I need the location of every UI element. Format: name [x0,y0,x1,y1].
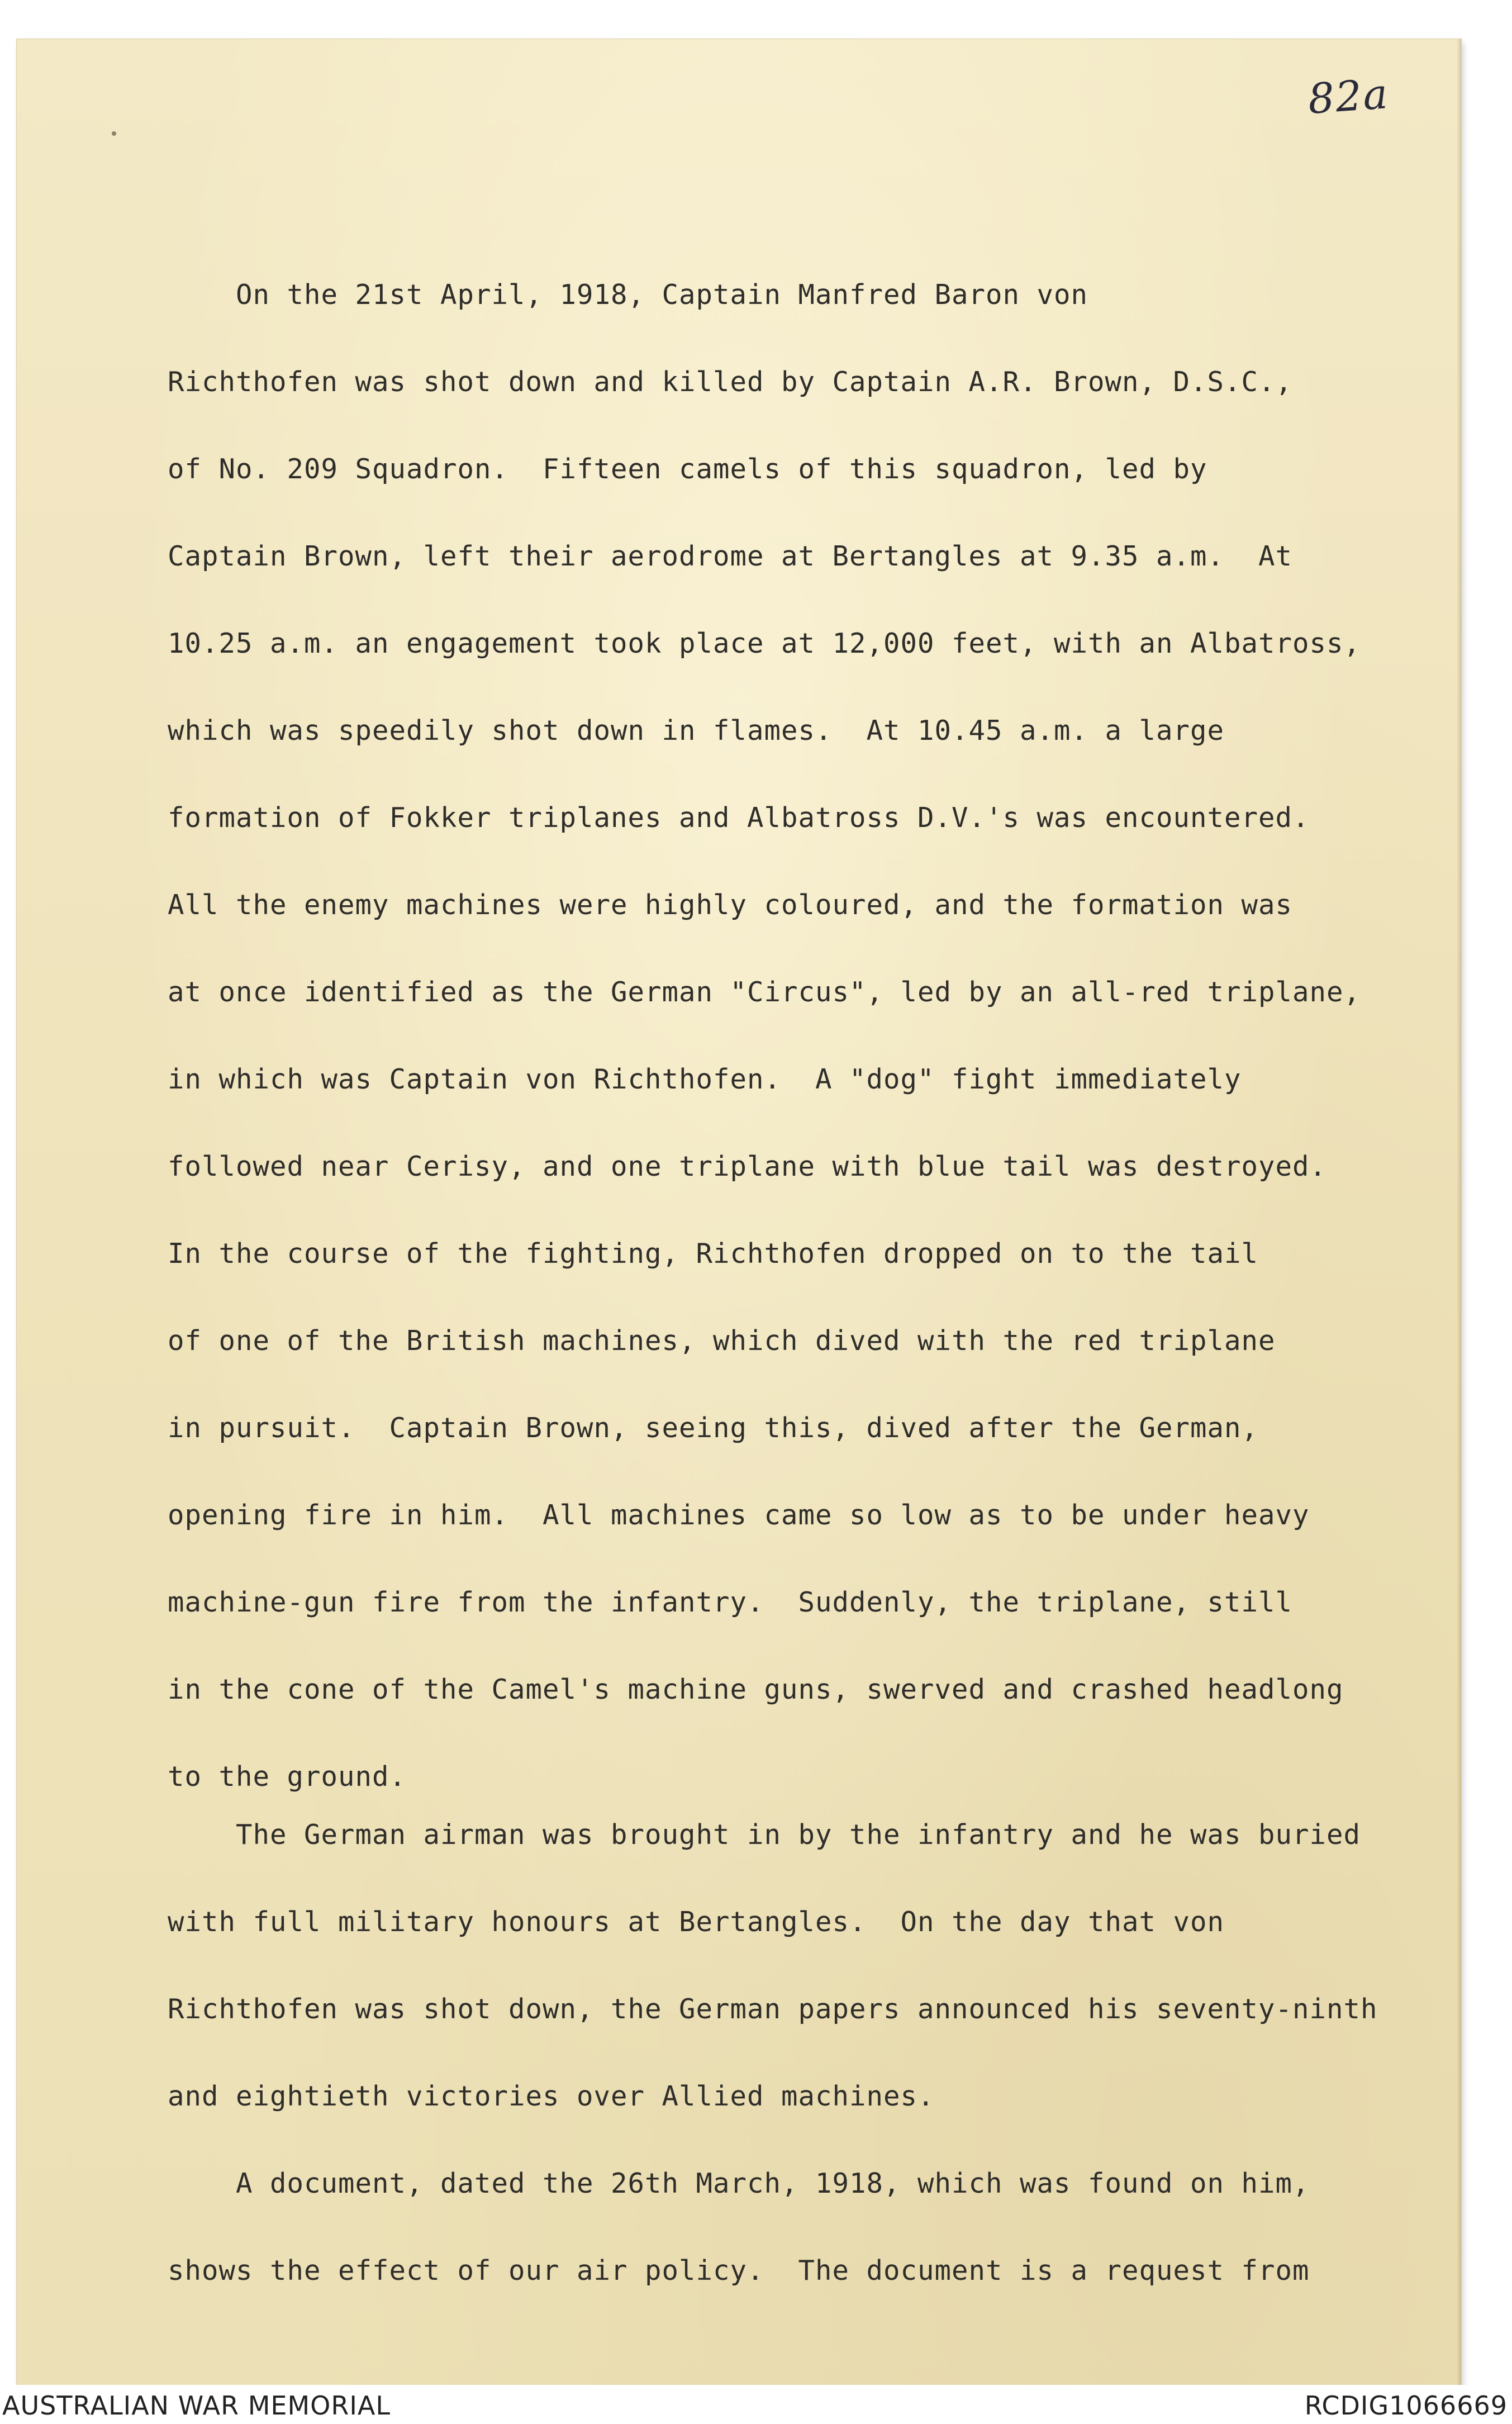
text-line: On the 21st April, 1918, Captain Manfred Baron von [168,279,1088,311]
text-line: All the enemy machines were highly coloured, and the formation was [168,889,1293,921]
text-line: which was speedily shot down in flames. At 10.45 a.m. a large [168,715,1225,747]
text-line: opening fire in him. All machines came so low as to be under heavy [168,1499,1310,1531]
text-line: 10.25 a.m. an engagement took place at 12,000 feet, with an Albatross, [168,628,1361,659]
page-edge-shadow [1457,39,1461,2386]
institution-label: AUSTRALIAN WAR MEMORIAL [2,2390,391,2421]
text-line: machine-gun fire from the infantry. Suddenly, the triplane, still [168,1586,1293,1618]
folio-number: 82a [1306,70,1390,123]
text-line: at once identified as the German "Circus", led by an all-red triplane, [168,976,1361,1008]
text-line: formation of Fokker triplanes and Albatross D.V.'s was encountered. [168,802,1310,834]
text-line: Richthofen was shot down and killed by Captain A.R. Brown, D.S.C., [168,366,1293,398]
text-line: in the cone of the Camel's machine guns, swerved and crashed headlong [168,1674,1344,1705]
record-id: RCDIG1066669 [1304,2390,1508,2421]
text-line: in which was Captain von Richthofen. A "dog" fight immediately [168,1063,1242,1095]
text-line: In the course of the fighting, Richthofen dropped on to the tail [168,1238,1259,1270]
text-line: followed near Cerisy, and one triplane with blue tail was destroyed. [168,1151,1327,1182]
text-line: and eightieth victories over Allied machines. [168,2080,935,2112]
text-line: A document, dated the 26th March, 1918, which was found on him, [168,2168,1310,2199]
text-line: with full military honours at Bertangles. On the day that von [168,1906,1225,1938]
text-line: of No. 209 Squadron. Fifteen camels of this squadron, led by [168,453,1207,485]
ink-speck [112,131,116,136]
text-line: in pursuit. Captain Brown, seeing this, dived after the German, [168,1412,1259,1444]
text-line: The German airman was brought in by the infantry and he was buried [168,1819,1361,1851]
archive-footer [0,2385,1512,2424]
text-line: of one of the British machines, which dived with the red triplane [168,1325,1276,1357]
text-line: Captain Brown, left their aerodrome at Bertangles at 9.35 a.m. At [168,540,1293,572]
document-page [17,39,1461,2386]
typed-text-body [168,251,1453,2314]
text-line: to the ground. [168,1761,407,1793]
text-line: Richthofen was shot down, the German papers announced his seventy-ninth [168,1993,1378,2025]
text-line: shows the effect of our air policy. The document is a request from [168,2255,1310,2287]
